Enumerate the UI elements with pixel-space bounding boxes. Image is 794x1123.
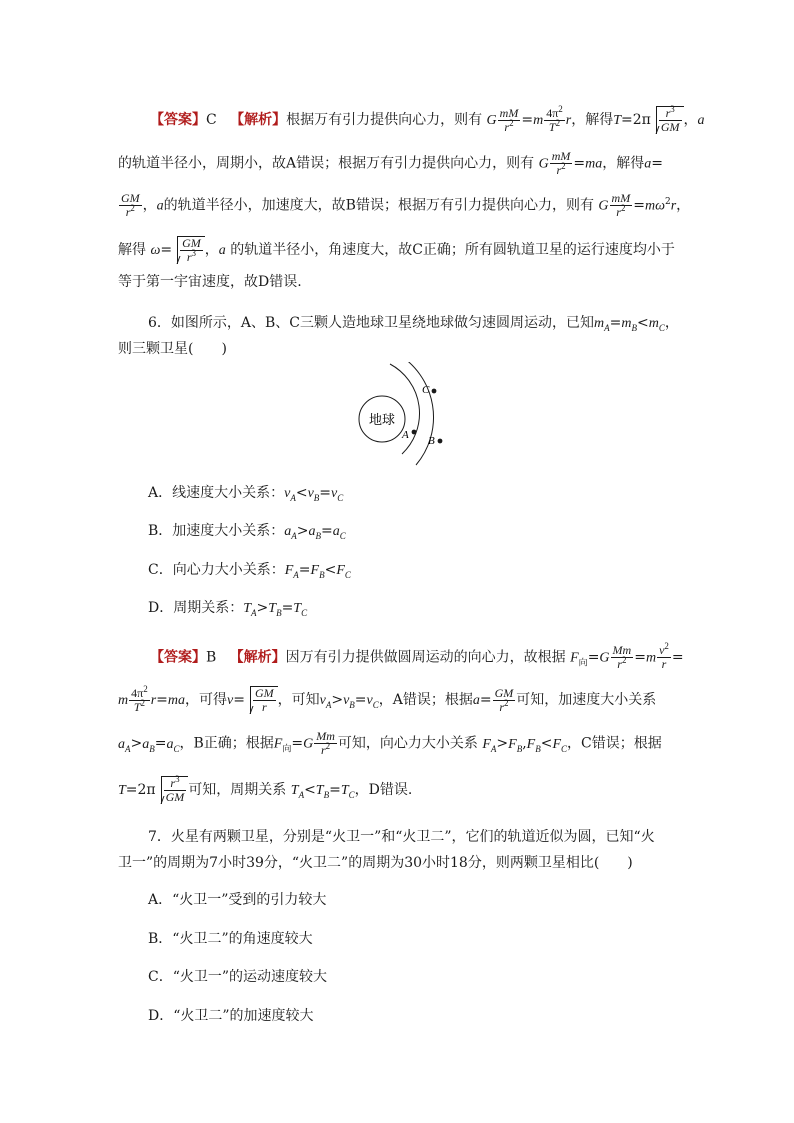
question-6-stem-line1: 6．如图所示，A、B、C三颗人造地球卫星绕地球做匀速圆周运动，已知$m_A=m_B<m_C$， (148, 315, 679, 333)
q6-option-a[interactable]: A．线速度大小关系：$v_A<v_B=v_C$ (148, 485, 344, 503)
q7-option-b[interactable]: B．“火卫二”的角速度较大 (148, 931, 313, 947)
earth-label: 地球 (368, 413, 396, 428)
question-7-stem-line1: 7．火星有两颗卫星，分别是“火卫一”和“火卫二”，它们的轨道近似为圆，已知“火 (148, 829, 655, 845)
question-6-stem-line2: 则三颗卫星( ) (118, 341, 227, 357)
answer-q5-line1: 【答案】C 【解析】根据万有引力提供向心力，则有 G $\frac{mM}{r^2}$ =m $\frac{4\pi^2}{T^2}$ r，解得T=2π $\frac{r^3}{GM}$ ，a (150, 103, 705, 134)
analysis-text: 根据万有引力提供向心力，则有 (286, 112, 483, 128)
answer-choice: C (206, 112, 217, 128)
analysis-tag: 【解析】 (229, 649, 286, 666)
label-c: C (422, 384, 430, 396)
answer-q6-line3: $a_A>a_B=a_C$，B正确；根据$F_向=G$ $\frac{Mm}{r^2}$ 可知，向心力大小关系 $F_A>F_B,F_B<F_C$，C错误；根据 (118, 729, 662, 757)
q7-option-a[interactable]: A．“火卫一”受到的引力较大 (148, 892, 327, 908)
satellite-a (412, 430, 417, 435)
q7-option-c[interactable]: C．“火卫一”的运动速度较大 (148, 969, 328, 985)
answer-q5-line3: $\frac{GM}{r^2}$ ，a的轨道半径小，加速度大，故B错误；根据万有引力提供向心力，则有 G $\frac{mM}{r^2}$ $=m\omega^2r$， (121, 191, 691, 219)
answer-tag: 【答案】 (150, 649, 206, 666)
orbit-diagram (350, 362, 480, 472)
analysis-tag: 【解析】 (230, 112, 287, 128)
answer-q6-line4: T=2π $\frac{r^3}{GM}$ 可知，周期关系 $T_A<T_B=T_C$，D错误. (118, 774, 413, 804)
question-7-stem-line2: 卫一”的周期为7小时39分，“火卫二”的周期为30小时18分，则两颗卫星相比( ) (118, 855, 633, 871)
label-a: A (402, 429, 409, 441)
answer-q5-line5: 等于第一宇宙速度，故D错误. (118, 274, 302, 290)
q6-option-c[interactable]: C．向心力大小关系：$F_A=F_B<F_C$ (148, 562, 351, 580)
answer-q5-line2: 的轨道半径小，周期小，故A错误；根据万有引力提供向心力，则有 G $\frac{mM}{r^2}$ =ma，解得a= (118, 149, 663, 177)
q7-option-d[interactable]: D．“火卫二”的加速度较大 (148, 1008, 314, 1024)
answer-q6-line1: 【答案】B 【解析】因万有引力提供做圆周运动的向心力，故根据 $F_向=G$ $\frac{Mm}{r^2}$ =m $\frac{v^2}{r}$ = (150, 641, 684, 671)
label-b: B (428, 435, 435, 447)
q6-option-d[interactable]: D．周期关系：$T_A>T_B=T_C$ (148, 600, 308, 618)
answer-tag: 【答案】 (150, 112, 206, 128)
answer-q6-line2: m $\frac{4\pi^2}{T^2}$ r=ma，可得v= $\frac{GM}{r}$ ，可知$v_A>v_B=v_C$，A错误；根据a= $\frac{GM}{r^2}$ 可知，加速度大小关系 (118, 683, 657, 714)
q6-option-b[interactable]: B．加速度大小关系：$a_A>a_B=a_C$ (148, 523, 346, 541)
answer-q5-line4: 解得 ω= $\frac{GM}{r^3}$ ，a 的轨道半径小，角速度大，故C正确；所有圆轨道卫星的运行速度均小于 (118, 236, 675, 264)
answer-choice: B (206, 649, 217, 666)
satellite-b (438, 439, 443, 444)
satellite-c (432, 389, 437, 394)
